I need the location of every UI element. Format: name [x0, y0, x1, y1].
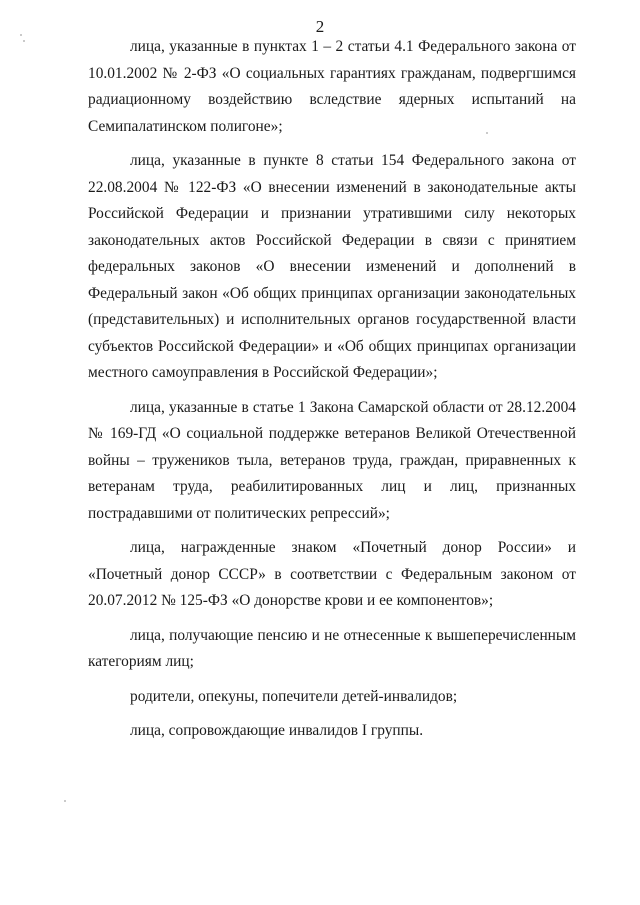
scan-speck — [486, 132, 488, 134]
paragraph-1: лица, указанные в пунктах 1 – 2 статьи 4.1 Федерального закона от 10.01.2002 № 2-ФЗ «О социальных гарантиях гражданам, подвергшимся радиационному воздействию вследствие ядерных испытаний на Семипалатинском полигоне»; — [88, 38, 576, 135]
scan-speck — [23, 40, 25, 42]
paragraph-2: лица, указанные в пункте 8 статьи 154 Федерального закона от 22.08.2004 № 122-ФЗ «О внесении изменений в законодательные акты Российской Федерации и признании утратившими силу некоторых законодательных актов Российской Федерации в связи с принятием федеральных законов «О внесении изменений и дополнений в Федеральный закон «Об общих принципах организации законодательных (представительных) и исполнительных органов государственной власти субъектов Российской Федерации» и «Об общих принципах организации местного самоуправления в Российской Федерации»; — [88, 152, 576, 381]
paragraph-7: лица, сопровождающие инвалидов I группы. — [130, 722, 424, 739]
page-number: 2 — [315, 17, 325, 36]
paragraph-6: родители, опекуны, попечители детей-инвалидов; — [130, 687, 458, 705]
paragraph-3: лица, указанные в статье 1 Закона Самарской области от 28.12.2004 № 169-ГД «О социальной поддержке ветеранов Великой Отечественной войны – тружеников тыла, ветеранов труда, граждан, приравненных к ветеранам труда, реабилитированных лиц и лиц, признанных пострадавшими от политических репрессий»; — [88, 398, 576, 522]
paragraph-5: лица, получающие пенсию и не отнесенные к вышеперечисленным категориям лиц; — [88, 626, 576, 670]
document-body — [88, 34, 576, 745]
scan-speck — [20, 34, 22, 36]
paragraph-4: лица, награжденные знаком «Почетный донор России» и «Почетный донор СССР» в соответствии с Федеральным законом от 20.07.2012 № 125-ФЗ «О донорстве крови и ее компонентов»; — [88, 539, 576, 609]
scan-speck — [64, 800, 66, 802]
